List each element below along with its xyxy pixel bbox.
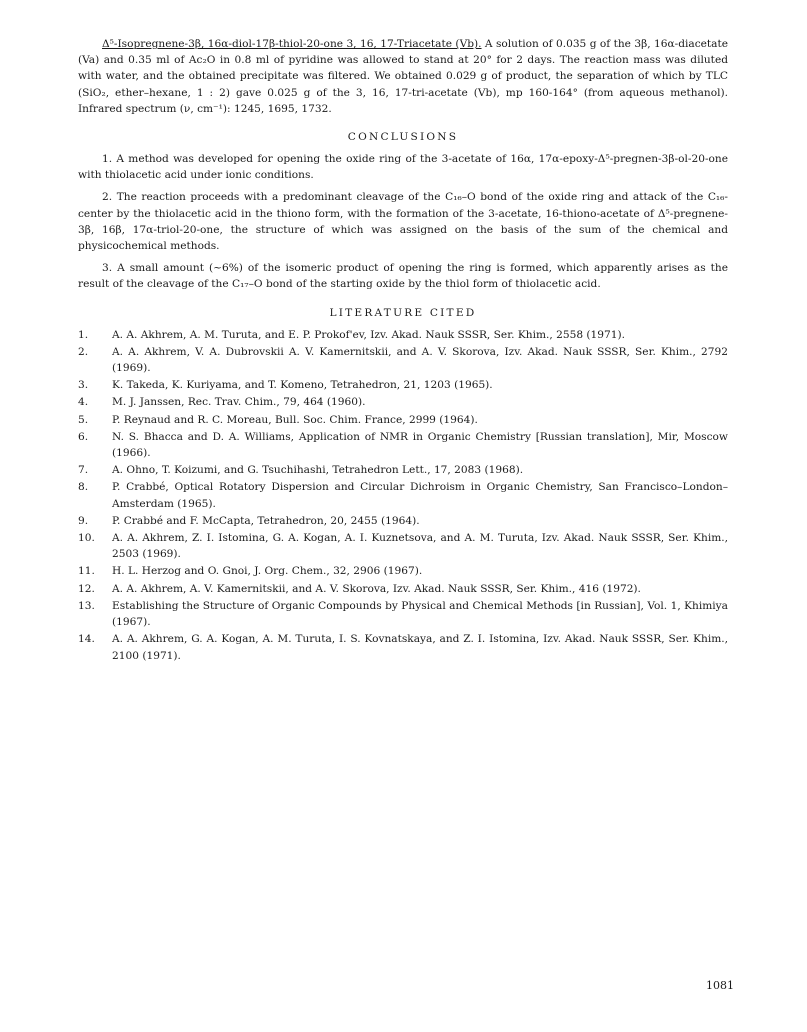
experimental-paragraph <box>78 36 728 117</box>
reference-number: 12. <box>78 582 95 595</box>
reference-item <box>78 563 728 579</box>
reference-item <box>78 412 728 428</box>
reference-item <box>78 530 728 562</box>
reference-text: A. A. Akhrem, A. V. Kamernitskii, and A. V. Skorova, Izv. Akad. Nauk SSSR, Ser. Khim., 416 (1972). <box>112 582 641 595</box>
compound-title: Δ⁵-Isopregnene-3β, 16α-diol-17β-thiol-20-one 3, 16, 17-Triacetate (Vb). <box>102 38 482 50</box>
article-body <box>78 36 728 665</box>
conclusions-heading: CONCLUSIONS <box>347 131 459 144</box>
reference-number: 10. <box>78 532 95 545</box>
reference-text: A. A. Akhrem, A. M. Turuta, and E. P. Prokof'ev, Izv. Akad. Nauk SSSR, Ser. Khim., 2558 (1971). <box>112 328 626 341</box>
reference-number: 5. <box>78 413 89 426</box>
reference-text: P. Crabbé, Optical Rotatory Dispersion and Circular Dichroism in Organic Chemistry, San Francisco–London–Amsterdam (1965). <box>112 481 728 510</box>
conclusion-item: 1. A method was developed for opening the oxide ring of the 3-acetate of 16α, 17α-epoxy-Δ⁵-pregnen-3β-ol-20-one with thiolacetic acid under ionic conditions. <box>78 153 728 182</box>
reference-number: 11. <box>78 565 95 578</box>
reference-number: 7. <box>78 464 89 477</box>
conclusions-list <box>78 151 728 293</box>
reference-item <box>78 377 728 393</box>
reference-text: M. J. Janssen, Rec. Trav. Chim., 79, 464 (1960). <box>112 396 366 409</box>
reference-number: 3. <box>78 379 89 392</box>
reference-number: 4. <box>78 396 89 409</box>
reference-text: A. A. Akhrem, V. A. Dubrovskii A. V. Kamernitskii, and A. V. Skorova, Izv. Akad. Nauk SSSR, Ser. Khim., 2792 (1969). <box>112 345 728 375</box>
experimental-text: A solution of 0.035 g of the 3β, 16α-diacetate (Va) and 0.35 ml of Ac₂O in 0.8 ml of pyridine was allowed to stand at 20° for 2 days. The reaction mass was diluted with water, and the obtained precipitate was filtered. We obtained 0.029 g of product, the separation of which by TLC (SiO₂, ether–hexane, 1 : 2) gave 0.025 g of the 3, 16, 17-tri-acetate (Vb), mp 160-164° (from aqueous methanol). Infrared spectrum (ν, cm⁻¹): 1245, 1695, 1732. <box>78 38 728 115</box>
reference-item <box>78 327 728 343</box>
reference-number: 1. <box>78 328 89 341</box>
reference-item <box>78 513 728 529</box>
reference-item <box>78 394 728 410</box>
reference-item <box>78 429 728 461</box>
reference-text: P. Crabbé and F. McCapta, Tetrahedron, 20, 2455 (1964). <box>112 514 420 527</box>
reference-number: 9. <box>78 514 89 527</box>
reference-text: Establishing the Structure of Organic Compounds by Physical and Chemical Methods [in Russian], Vol. 1, Khimiya (1967). <box>112 599 728 629</box>
reference-number: 14. <box>78 633 95 646</box>
literature-heading: LITERATURE CITED <box>329 306 477 319</box>
reference-text: A. Ohno, T. Koizumi, and G. Tsuchihashi, Tetrahedron Lett., 17, 2083 (1968). <box>112 464 524 477</box>
reference-item <box>78 462 728 478</box>
reference-item <box>78 479 728 511</box>
conclusion-item: 2. The reaction proceeds with a predominant cleavage of the C₁₆–O bond of the oxide ring and attack of the C₁₆-center by the thiolacetic acid in the thiono form, with the formation of the 3-acetate, 16-thiono-acetate of Δ⁵-pregnene-3β, 16β, 17α-triol-20-one, the structure of which was assigned on the basis of the sum of the chemical and physicochemical methods. <box>78 191 728 253</box>
reference-text: K. Takeda, K. Kuriyama, and T. Komeno, Tetrahedron, 21, 1203 (1965). <box>112 379 493 392</box>
reference-list <box>78 327 728 664</box>
reference-text: H. L. Herzog and O. Gnoi, J. Org. Chem., 32, 2906 (1967). <box>112 565 423 578</box>
reference-number: 6. <box>78 430 89 443</box>
page-number: 1081 <box>706 979 734 992</box>
reference-text: N. S. Bhacca and D. A. Williams, Application of NMR in Organic Chemistry [Russian translation], Mir, Moscow (1966). <box>112 430 728 460</box>
reference-number: 13. <box>78 599 95 612</box>
reference-number: 2. <box>78 345 89 358</box>
reference-number: 8. <box>78 481 89 494</box>
reference-item <box>78 631 728 663</box>
conclusion-item: 3. A small amount (~6%) of the isomeric product of opening the ring is formed, which apparently arises as the result of the cleavage of the C₁₇–O bond of the starting oxide by the thiol form of thiolacetic acid. <box>78 262 728 291</box>
reference-text: A. A. Akhrem, Z. I. Istomina, G. A. Kogan, A. I. Kuznetsova, and A. M. Turuta, Izv. Akad. Nauk SSSR, Ser. Khim., 2503 (1969). <box>112 532 728 561</box>
reference-text: P. Reynaud and R. C. Moreau, Bull. Soc. Chim. France, 2999 (1964). <box>112 413 478 426</box>
reference-item <box>78 344 728 376</box>
reference-text: A. A. Akhrem, G. A. Kogan, A. M. Turuta, I. S. Kovnatskaya, and Z. I. Istomina, Izv. Akad. Nauk SSSR, Ser. Khim., 2100 (1971). <box>112 633 728 662</box>
reference-item <box>78 581 728 597</box>
reference-item <box>78 598 728 630</box>
